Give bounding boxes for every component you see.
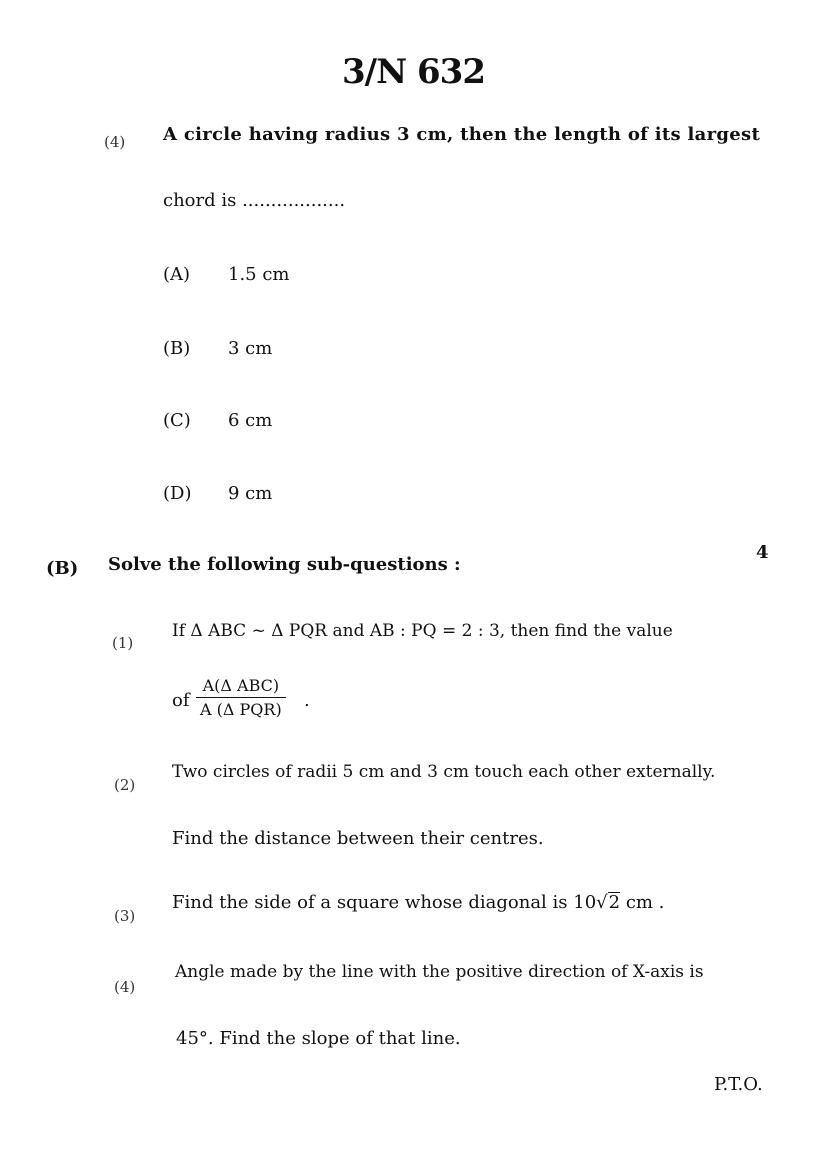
question-number: (4) xyxy=(114,978,136,996)
section-label: (B) xyxy=(46,558,79,579)
option-label: (C) xyxy=(163,410,191,431)
question-number: (3) xyxy=(114,907,136,925)
option-text: 6 cm xyxy=(228,410,273,431)
sqrt-symbol: √ xyxy=(596,892,608,913)
sqrt-radicand: 2 xyxy=(608,892,621,913)
fraction-prefix: of xyxy=(172,690,190,711)
fraction-denominator: A (Δ PQR) xyxy=(200,700,282,719)
option-text: 3 cm xyxy=(228,338,273,359)
question-stem-line2: chord is .................. xyxy=(163,190,346,211)
question-number: (1) xyxy=(112,634,134,652)
question-text-line2: 45°. Find the slope of that line. xyxy=(176,1028,461,1049)
area-ratio-fraction xyxy=(196,676,286,719)
option-text: 1.5 cm xyxy=(228,264,290,285)
question-text-line2: Find the distance between their centres. xyxy=(172,828,544,849)
section-marks: 4 xyxy=(756,542,769,563)
question-text-line1: Two circles of radii 5 cm and 3 cm touch each other externally. xyxy=(172,762,716,782)
option-label: (D) xyxy=(163,483,192,504)
fraction-numerator: A(Δ ABC) xyxy=(196,676,286,698)
option-label: (B) xyxy=(163,338,191,359)
question-number: (4) xyxy=(104,133,126,151)
page-title: 3/N 632 xyxy=(342,52,485,92)
question-text-main: Find the side of a square whose diagonal is 10 xyxy=(172,892,597,913)
option-label: (A) xyxy=(163,264,191,285)
question-text-line1: Angle made by the line with the positive direction of X-axis is xyxy=(175,962,704,982)
question-number: (2) xyxy=(114,776,136,794)
question-text: If Δ ABC ~ Δ PQR and AB : PQ = 2 : 3, then find the value xyxy=(172,621,673,641)
question-stem-line1: A circle having radius 3 cm, then the length of its largest xyxy=(163,124,761,145)
section-heading: Solve the following sub-questions : xyxy=(108,554,461,575)
question-text-unit: cm . xyxy=(620,892,665,913)
pto-note: P.T.O. xyxy=(714,1074,763,1095)
option-text: 9 cm xyxy=(228,483,273,504)
question-text xyxy=(172,892,664,913)
fraction-end: . xyxy=(304,690,310,711)
